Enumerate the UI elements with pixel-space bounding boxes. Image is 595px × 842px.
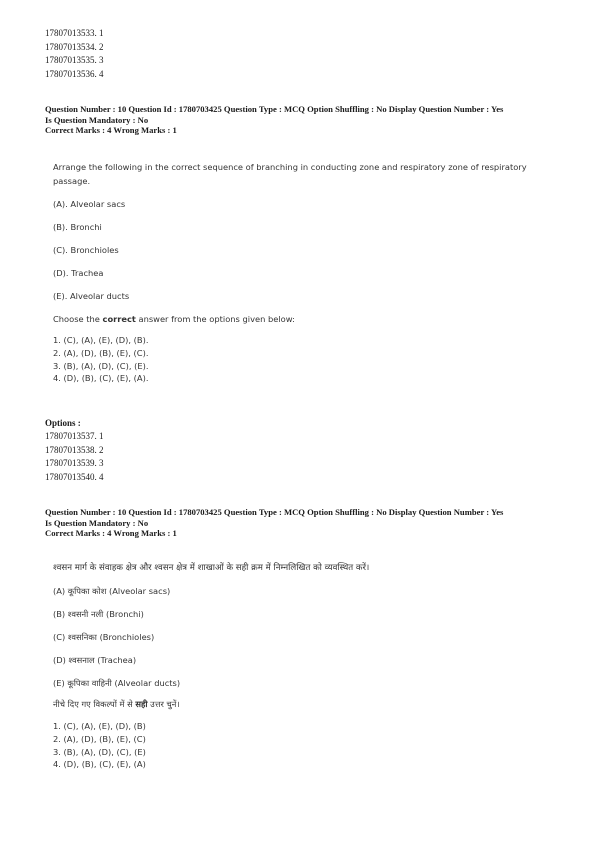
question-stem — [53, 160, 563, 188]
answer-option: 1. (C), (A), (E), (D), (B) — [53, 721, 146, 731]
answer-option: 2. (A), (D), (B), (E), (C) — [53, 733, 146, 744]
top-option-ids — [45, 27, 104, 81]
answer-options — [53, 720, 563, 771]
answer-option: 2. (A), (D), (B), (E), (C). — [53, 347, 149, 358]
header-line: Is Question Mandatory : No — [45, 114, 149, 125]
header-line: Question Number : 10 Question Id : 1780703425 Question Type : MCQ Option Shuffling : No Display Question Number : Yes — [45, 104, 504, 114]
choose-prefix: नीचे दिए गए विकल्पों में से — [53, 699, 136, 709]
header-line: Question Number : 10 Question Id : 1780703425 Question Type : MCQ Option Shuffling : No Display Question Number : Yes — [45, 507, 504, 517]
answer-option: 3. (B), (A), (D), (C), (E) — [53, 746, 146, 757]
list-item: (B). Bronchi — [53, 222, 102, 232]
list-item: (A). Alveolar sacs — [53, 199, 126, 209]
choose-instruction — [53, 314, 563, 324]
question-body-hindi — [53, 561, 563, 771]
answer-option: 4. (D), (B), (C), (E), (A). — [53, 373, 149, 384]
choose-instruction — [53, 699, 563, 710]
choose-prefix: Choose the — [53, 314, 103, 324]
question-header — [45, 104, 565, 136]
question-body-english — [53, 160, 563, 385]
answer-option: 4. (D), (B), (C), (E), (A) — [53, 759, 146, 770]
options-label: Options : — [45, 418, 81, 428]
question-stem: श्वसन मार्ग के संवाहक क्षेत्र और श्वसन क्षेत्र में शाखाओं के सही क्रम में निम्नलिखित को व्यवस्थित करें। — [53, 563, 370, 573]
choose-bold: correct — [102, 314, 136, 324]
option-id: 17807013538. 2 — [45, 444, 104, 455]
header-line: Correct Marks : 4 Wrong Marks : 1 — [45, 528, 177, 538]
option-id: 17807013535. 3 — [45, 55, 104, 66]
answer-options — [53, 334, 563, 385]
answer-option: 1. (C), (A), (E), (D), (B). — [53, 335, 149, 345]
list-item: (E). Alveolar ducts — [53, 291, 130, 301]
list-item: (D). Trachea — [53, 268, 104, 278]
option-id: 17807013533. 1 — [45, 28, 104, 38]
question-header — [45, 507, 565, 539]
choose-bold: सही — [135, 699, 148, 709]
list-item: (A) कूपिका कोश (Alveolar sacs) — [53, 586, 171, 596]
stem-line: Arrange the following in the correct sequence of branching in conducting zone and respiratory zone of respiratory — [53, 162, 527, 172]
option-id: 17807013537. 1 — [45, 431, 104, 441]
list-item: (D) श्वसनाल (Trachea) — [53, 655, 137, 665]
list-item: (E) कूपिका वाहिनी (Alveolar ducts) — [53, 678, 181, 688]
choose-suffix: answer from the options given below: — [135, 314, 295, 324]
option-id: 17807013534. 2 — [45, 41, 104, 52]
header-line: Is Question Mandatory : No — [45, 517, 149, 528]
list-item: (B) श्वसनी नली (Bronchi) — [53, 609, 144, 619]
list-item: (C). Bronchioles — [53, 245, 119, 255]
list-item: (C) श्वसनिका (Bronchioles) — [53, 632, 155, 642]
option-id: 17807013539. 3 — [45, 458, 104, 469]
stem-line: passage. — [53, 176, 91, 186]
answer-option: 3. (B), (A), (D), (C), (E). — [53, 360, 149, 371]
choose-suffix: उत्तर चुनें। — [147, 699, 180, 709]
option-id: 17807013540. 4 — [45, 471, 104, 482]
option-id: 17807013536. 4 — [45, 68, 104, 79]
middle-option-ids — [45, 430, 104, 484]
header-line: Correct Marks : 4 Wrong Marks : 1 — [45, 125, 177, 135]
